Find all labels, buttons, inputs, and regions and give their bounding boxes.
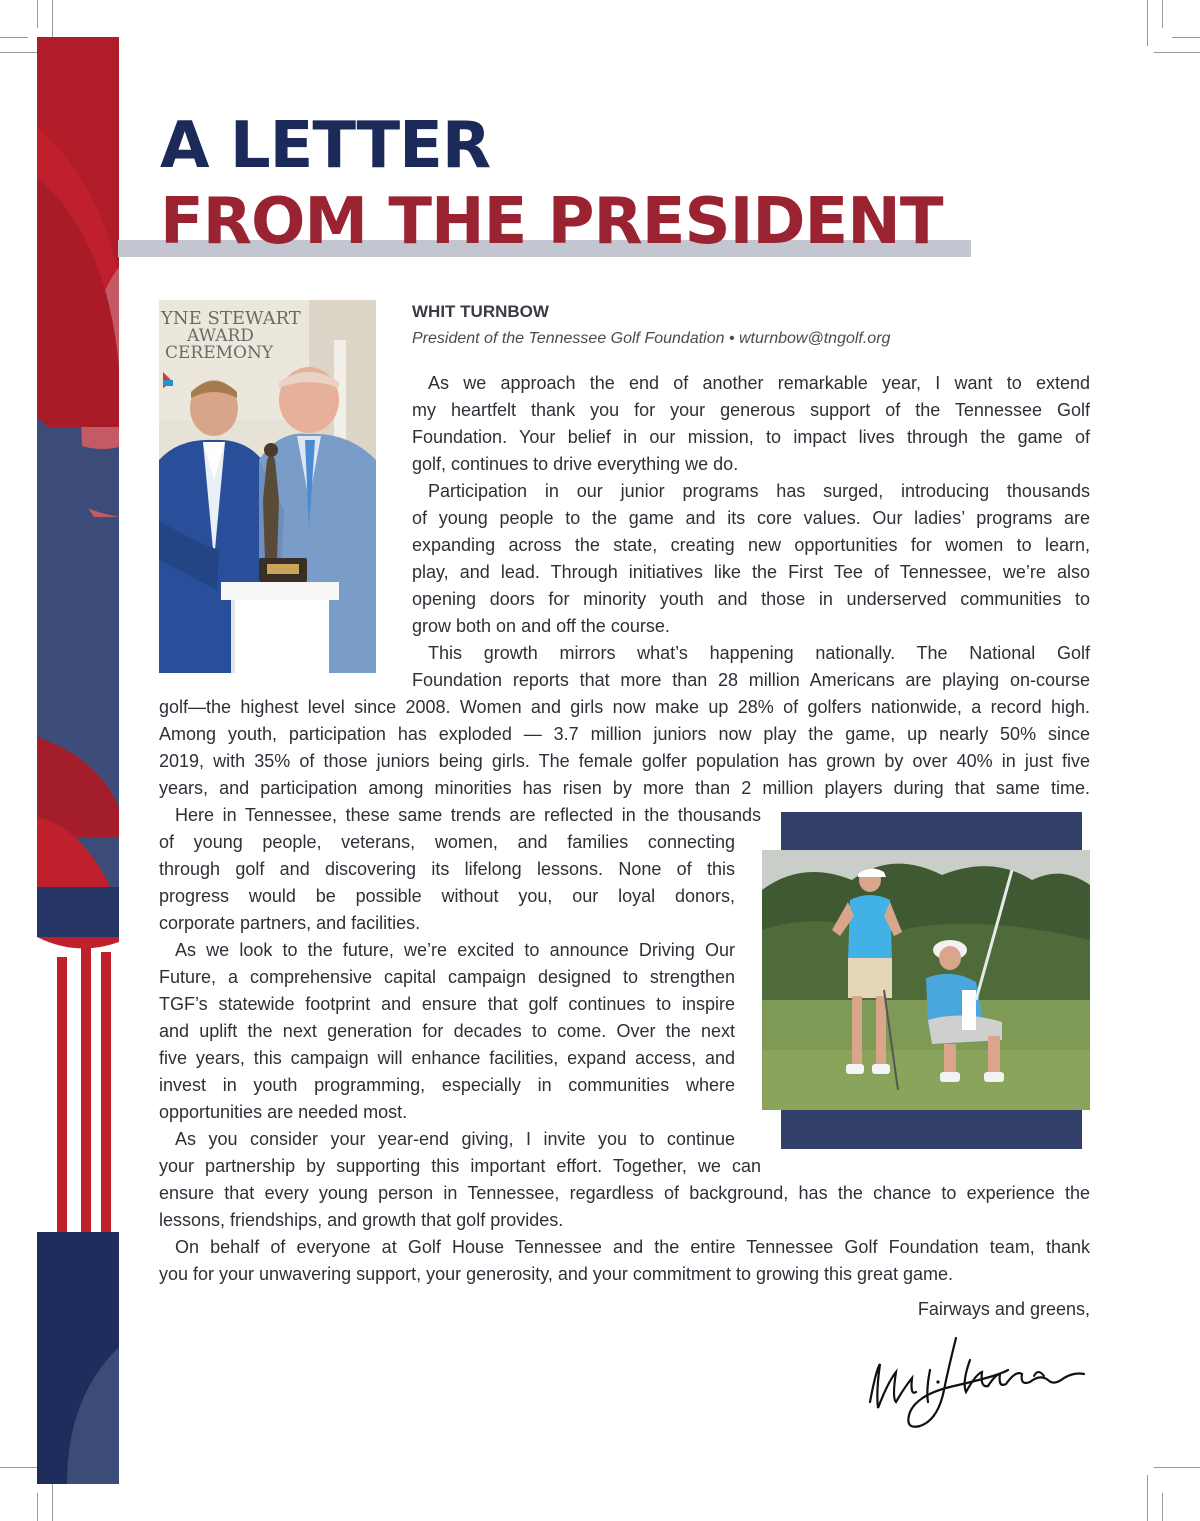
letter-line: ensure that every young person in Tennessee, regardless of background, has the chance to experience the	[159, 1183, 1090, 1203]
letter-line: TGF’s statewide footprint and ensure that golf continues to inspire	[159, 994, 735, 1014]
letter-line: five years, this campaign will enhance facilities, expand access, and	[159, 1048, 735, 1068]
crop-mark	[37, 0, 38, 28]
letter-line: grow both on and off the course.	[412, 616, 670, 636]
letter-line: years, and participation among minorities has risen by more than 2 million players during that same time.	[159, 778, 1090, 798]
letter-line: 2019, with 35% of those juniors being girls. The female golfer population has grown by over 40% in just five	[159, 751, 1090, 771]
letter-line: Here in Tennessee, these same trends are reflected in the thousands	[175, 805, 761, 825]
crop-mark	[1147, 0, 1148, 46]
letter-line: lessons, friendships, and growth that golf provides.	[159, 1210, 564, 1230]
golfers-photo	[762, 850, 1090, 1110]
letter-line: of young people to the game and its core values. Our ladies’ programs are	[412, 508, 1090, 528]
letter-line: invest in youth programming, especially in communities where	[159, 1075, 735, 1095]
crop-mark	[1154, 1467, 1200, 1468]
author-title: President of the Tennessee Golf Foundation • wturnbow@tngolf.org	[412, 330, 891, 347]
letter-line: and uplift the next generation for decades to come. Over the next	[159, 1021, 735, 1041]
letter-line: golf, continues to drive everything we do.	[412, 454, 739, 474]
award-sign-line-3: CEREMONY	[165, 343, 274, 363]
letter-line: opening doors for minority youth and those in underserved communities to	[412, 589, 1090, 609]
decorative-side-band	[37, 37, 119, 1484]
signature	[858, 1330, 1098, 1440]
letter-line: Foundation reports that more than 28 million Americans are playing on-course	[412, 670, 1090, 690]
letter-line: Foundation. Your belief in our mission, to impact lives through the game of	[412, 427, 1090, 447]
award-ceremony-photo	[159, 300, 376, 673]
crop-mark	[0, 37, 28, 38]
author-name: WHIT TURNBOW	[412, 302, 549, 321]
crop-mark	[1172, 37, 1200, 38]
letter-line: This growth mirrors what’s happening nationally. The National Golf	[428, 643, 1090, 663]
letter-line: opportunities are needed most.	[159, 1102, 408, 1122]
letter-line: As you consider your year-end giving, I invite you to continue	[175, 1129, 735, 1149]
crop-mark	[1162, 0, 1163, 28]
letter-line: As we look to the future, we’re excited to announce Driving Our	[175, 940, 735, 960]
crop-mark	[1162, 1493, 1163, 1521]
headline	[160, 108, 942, 260]
letter-line: of young people, veterans, women, and families connecting	[159, 832, 735, 852]
letter-line: Among youth, participation has exploded — 3.7 million juniors now play the game, up nearly 50% since	[159, 724, 1090, 744]
letter-line: As we approach the end of another remarkable year, I want to extend	[428, 373, 1090, 393]
headline-line-1: A LETTER	[160, 109, 491, 183]
closing: Fairways and greens,	[917, 1299, 1090, 1319]
letter-line: Participation in our junior programs has surged, introducing thousands	[428, 481, 1090, 501]
crop-mark	[1154, 52, 1200, 53]
letter-line: play, and lead. Through initiatives like the First Tee of Tennessee, we’re also	[412, 562, 1090, 582]
letter-line: golf—the highest level since 2008. Women and girls now make up 28% of golfers nationwide, a record high.	[159, 697, 1090, 717]
award-sign-line-1: YNE STEWART	[161, 308, 301, 329]
letter-line: you for your unwavering support, your generosity, and your commitment to growing this great game.	[159, 1264, 954, 1284]
letter-line: progress would be possible without you, our loyal donors,	[159, 886, 735, 906]
letter-line: Future, a comprehensive capital campaign designed to strengthen	[159, 967, 735, 987]
letter-line: On behalf of everyone at Golf House Tennessee and the entire Tennessee Golf Foundation team, thank	[175, 1237, 1090, 1257]
letter-line: corporate partners, and facilities.	[159, 913, 421, 933]
headline-line-2: FROM THE PRESIDENT	[160, 185, 943, 259]
letter-line: expanding across the state, creating new opportunities for women to learn,	[412, 535, 1090, 555]
crop-mark	[1147, 1475, 1148, 1521]
letter-line: your partnership by supporting this important effort. Together, we can	[159, 1156, 761, 1176]
award-sign-line-2: AWARD	[187, 326, 254, 346]
letter-line: through golf and discovering its lifelong lessons. None of this	[159, 859, 735, 879]
letter-line: my heartfelt thank you for your generous support of the Tennessee Golf	[412, 400, 1090, 420]
crop-mark	[37, 1493, 38, 1521]
